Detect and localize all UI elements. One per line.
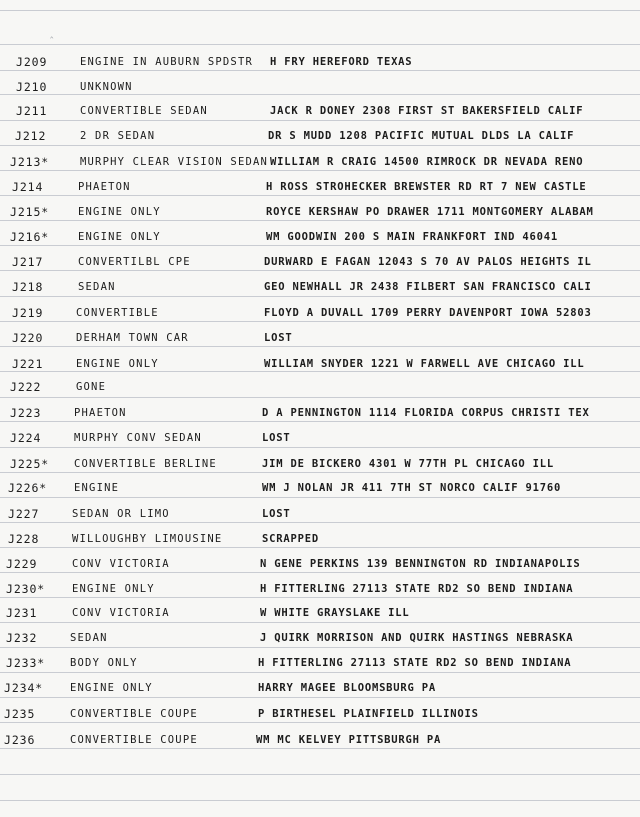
chassis-number: J220	[12, 331, 44, 345]
owner-record: WM GOODWIN 200 S MAIN FRANKFORT IND 46041	[266, 231, 558, 243]
register-row	[0, 331, 640, 353]
rule-line	[0, 10, 640, 11]
register-row	[0, 707, 640, 729]
chassis-number: J231	[6, 606, 38, 620]
body-description: ENGINE ONLY	[78, 206, 161, 218]
owner-record: LOST	[264, 332, 293, 344]
body-description: 2 DR SEDAN	[80, 130, 156, 142]
body-description: BODY ONLY	[70, 657, 138, 669]
owner-record: HARRY MAGEE BLOOMSBURG PA	[258, 682, 437, 694]
body-description: CONVERTIBLE COUPE	[70, 708, 198, 720]
chassis-number: J227	[8, 507, 40, 521]
body-description: WILLOUGHBY LIMOUSINE	[72, 533, 223, 545]
owner-record: H FITTERLING 27113 STATE RD2 SO BEND INDIANA	[258, 657, 572, 669]
chassis-number: J232	[6, 631, 38, 645]
owner-record: WILLIAM SNYDER 1221 W FARWELL AVE CHICAGO ILL	[264, 358, 585, 370]
body-description: MURPHY CLEAR VISION SEDAN	[80, 156, 269, 168]
pencil-mark-icon: ‸	[50, 28, 54, 39]
chassis-number: J214	[12, 180, 44, 194]
register-row	[0, 656, 640, 678]
register-row	[0, 481, 640, 503]
register-row	[0, 155, 640, 177]
rule-line	[0, 774, 640, 775]
chassis-number: J235	[4, 707, 36, 721]
owner-record: H FRY HEREFORD TEXAS	[270, 56, 413, 68]
register-row	[0, 582, 640, 604]
body-description: CONVERTIBLE	[76, 307, 159, 319]
body-description: CONVERTIBLE COUPE	[70, 734, 198, 746]
chassis-number: J233*	[6, 656, 46, 670]
body-description: SEDAN OR LIMO	[72, 508, 170, 520]
register-row	[0, 380, 640, 402]
register-row	[0, 306, 640, 328]
body-description: ENGINE IN AUBURN SPDSTR	[80, 56, 253, 68]
rule-line	[0, 800, 640, 801]
body-description: ENGINE ONLY	[78, 231, 161, 243]
owner-record: WM J NOLAN JR 411 7TH ST NORCO CALIF 91760	[262, 482, 562, 494]
chassis-number: J219	[12, 306, 44, 320]
chassis-number: J234*	[4, 681, 44, 695]
register-row	[0, 532, 640, 554]
owner-record: D A PENNINGTON 1114 FLORIDA CORPUS CHRISTI TEX	[262, 407, 590, 419]
owner-record: FLOYD A DUVALL 1709 PERRY DAVENPORT IOWA 52803	[264, 307, 592, 319]
body-description: ENGINE ONLY	[76, 358, 159, 370]
body-description: ENGINE ONLY	[72, 583, 155, 595]
register-row	[0, 255, 640, 277]
owner-record: DURWARD E FAGAN 12043 S 70 AV PALOS HEIGHTS IL	[264, 256, 592, 268]
chassis-number: J217	[12, 255, 44, 269]
body-description: CONV VICTORIA	[72, 607, 170, 619]
body-description: ENGINE ONLY	[70, 682, 153, 694]
body-description: MURPHY CONV SEDAN	[74, 432, 202, 444]
register-row	[0, 631, 640, 653]
owner-record: H FITTERLING 27113 STATE RD2 SO BEND INDIANA	[260, 583, 574, 595]
register-row	[0, 357, 640, 379]
body-description: ENGINE	[74, 482, 120, 494]
register-row	[0, 230, 640, 252]
chassis-number: J212	[15, 129, 47, 143]
register-row	[0, 205, 640, 227]
owner-record: SCRAPPED	[262, 533, 319, 545]
register-row	[0, 681, 640, 703]
register-row	[0, 457, 640, 479]
owner-record: WM MC KELVEY PITTSBURGH PA	[256, 734, 442, 746]
body-description: CONVERTIBLE BERLINE	[74, 458, 217, 470]
owner-record: DR S MUDD 1208 PACIFIC MUTUAL DLDS LA CALIF	[268, 130, 575, 142]
owner-record: JIM DE BICKERO 4301 W 77TH PL CHICAGO ILL	[262, 458, 554, 470]
chassis-number: J226*	[8, 481, 48, 495]
register-row	[0, 280, 640, 302]
owner-record: GEO NEWHALL JR 2438 FILBERT SAN FRANCISCO CALI	[264, 281, 592, 293]
register-row	[0, 80, 640, 102]
register-row	[0, 507, 640, 529]
chassis-number: J224	[10, 431, 42, 445]
body-description: PHAETON	[74, 407, 127, 419]
body-description: GONE	[76, 381, 107, 393]
owner-record: LOST	[262, 432, 291, 444]
register-row	[0, 606, 640, 628]
chassis-number: J230*	[6, 582, 46, 596]
owner-record: ROYCE KERSHAW PO DRAWER 1711 MONTGOMERY ALABAM	[266, 206, 594, 218]
register-row	[0, 557, 640, 579]
body-description: PHAETON	[78, 181, 131, 193]
chassis-number: J211	[16, 104, 48, 118]
owner-record: P BIRTHESEL PLAINFIELD ILLINOIS	[258, 708, 479, 720]
owner-record: LOST	[262, 508, 291, 520]
owner-record: J QUIRK MORRISON AND QUIRK HASTINGS NEBRASKA	[260, 632, 574, 644]
owner-record: JACK R DONEY 2308 FIRST ST BAKERSFIELD CALIF	[270, 105, 584, 117]
body-description: UNKNOWN	[80, 81, 133, 93]
register-row	[0, 180, 640, 202]
body-description: CONVERTIBLE SEDAN	[80, 105, 208, 117]
chassis-number: J223	[10, 406, 42, 420]
body-description: SEDAN	[78, 281, 116, 293]
rule-line	[0, 44, 640, 45]
chassis-number: J216*	[10, 230, 50, 244]
body-description: CONV VICTORIA	[72, 558, 170, 570]
owner-record: W WHITE GRAYSLAKE ILL	[260, 607, 410, 619]
chassis-number: J221	[12, 357, 44, 371]
body-description: CONVERTILBL CPE	[78, 256, 191, 268]
chassis-number: J228	[8, 532, 40, 546]
body-description: SEDAN	[70, 632, 108, 644]
chassis-number: J215*	[10, 205, 50, 219]
register-row	[0, 406, 640, 428]
body-description: DERHAM TOWN CAR	[76, 332, 189, 344]
register-row	[0, 55, 640, 77]
chassis-number: J218	[12, 280, 44, 294]
register-row	[0, 733, 640, 755]
register-row	[0, 104, 640, 126]
owner-record: N GENE PERKINS 139 BENNINGTON RD INDIANAPOLIS	[260, 558, 581, 570]
owner-record: H ROSS STROHECKER BREWSTER RD RT 7 NEW CASTLE	[266, 181, 587, 193]
chassis-number: J236	[4, 733, 36, 747]
register-row	[0, 431, 640, 453]
chassis-number: J222	[10, 380, 42, 394]
chassis-number: J229	[6, 557, 38, 571]
chassis-number: J213*	[10, 155, 50, 169]
register-row	[0, 129, 640, 151]
chassis-number: J225*	[10, 457, 50, 471]
owner-record: WILLIAM R CRAIG 14500 RIMROCK DR NEVADA RENO	[270, 156, 584, 168]
chassis-number: J209	[16, 55, 48, 69]
chassis-number: J210	[16, 80, 48, 94]
